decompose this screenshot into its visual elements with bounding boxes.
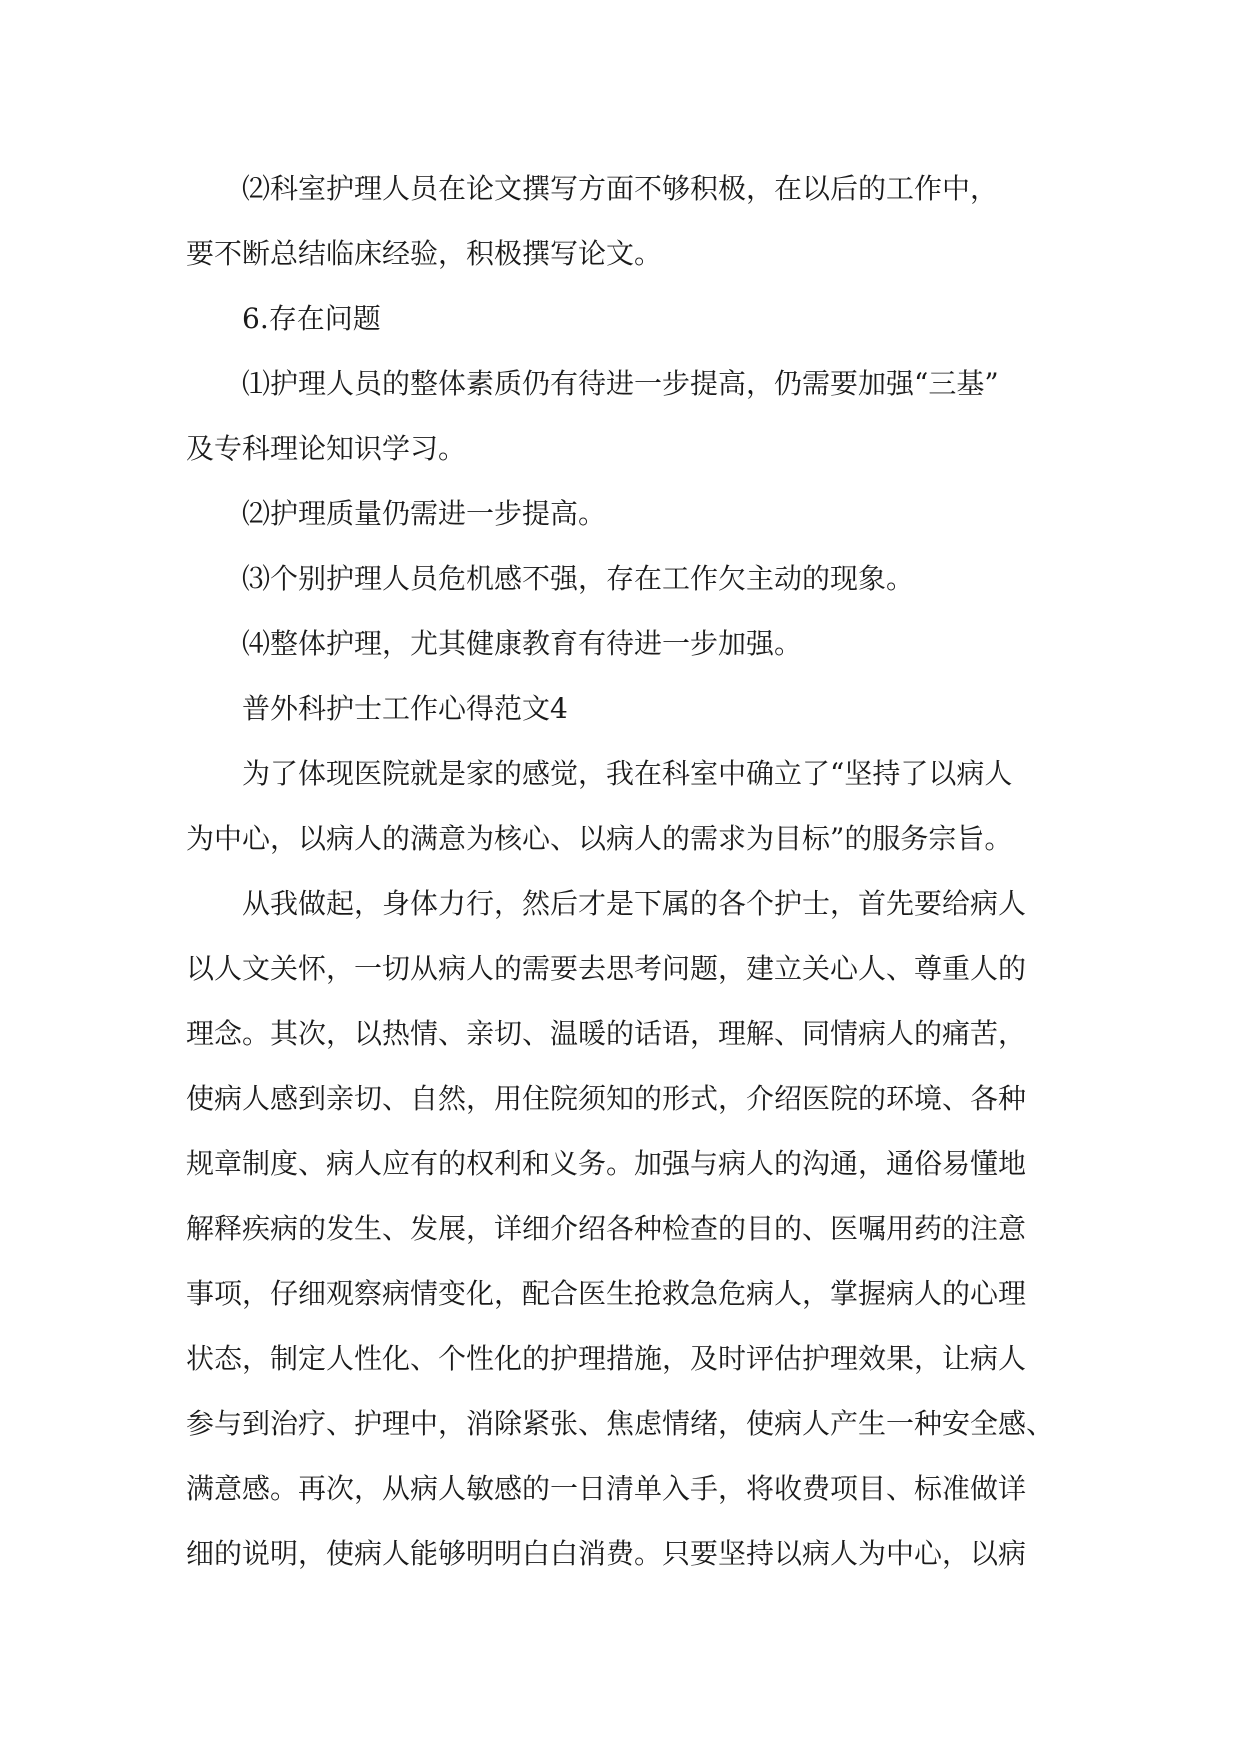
paragraph-lead-by-example [186,871,1056,1586]
text-line: ⑵护理质量仍需进一步提高。 [242,497,607,530]
text-line: 从我做起，身体力行，然后才是下属的各个护士，首先要给病人 [242,887,1027,920]
text-line: ⑷整体护理，尤其健康教育有待进一步加强。 [242,627,803,660]
text-line: 以人文关怀，一切从病人的需要去思考问题，建立关心人、尊重人的 [186,952,1027,985]
paragraph-service-tenet [186,741,1056,871]
text-line: 为了体现医院就是家的感觉，我在科室中确立了“坚持了以病人 [242,757,1013,790]
paragraph-problem-1 [186,351,1056,481]
text-line: 要不断总结临床经验，积极撰写论文。 [186,237,663,270]
text-line: 规章制度、病人应有的权利和义务。加强与病人的沟通，通俗易懂地 [186,1147,1027,1180]
text-line: 状态，制定人性化、个性化的护理措施，及时评估护理效果，让病人 [186,1342,1027,1375]
paragraph-thesis-writing [186,156,1056,286]
text-line: 及专科理论知识学习。 [186,432,467,465]
section-title-sample-4 [186,676,1056,741]
text-line: 满意感。再次，从病人敏感的一日清单入手，将收费项目、标准做详 [186,1472,1027,1505]
paragraph-problem-4 [186,611,1056,676]
text-line: 普外科护士工作心得范文4 [242,692,568,725]
document-page [186,156,1056,1586]
paragraph-problem-3 [186,546,1056,611]
paragraph-problem-2 [186,481,1056,546]
section-heading-problems [186,286,1056,351]
text-line: 参与到治疗、护理中，消除紧张、焦虑情绪，使病人产生一种安全感、 [186,1407,1055,1440]
text-line: 使病人感到亲切、自然，用住院须知的形式，介绍医院的环境、各种 [186,1082,1027,1115]
text-line: ⑵科室护理人员在论文撰写方面不够积极，在以后的工作中， [242,172,999,205]
text-line: 事项，仔细观察病情变化，配合医生抢救急危病人，掌握病人的心理 [186,1277,1027,1310]
text-line: 细的说明，使病人能够明明白白消费。只要坚持以病人为中心，以病 [186,1537,1027,1570]
text-line: 6.存在问题 [242,302,381,335]
text-line: ⑴护理人员的整体素质仍有待进一步提高，仍需要加强“三基” [242,367,999,400]
text-line: 解释疾病的发生、发展，详细介绍各种检查的目的、医嘱用药的注意 [186,1212,1027,1245]
text-line: 为中心，以病人的满意为核心、以病人的需求为目标”的服务宗旨。 [186,822,1013,855]
text-line: ⑶个别护理人员危机感不强，存在工作欠主动的现象。 [242,562,915,595]
text-line: 理念。其次，以热情、亲切、温暖的话语，理解、同情病人的痛苦， [186,1017,1027,1050]
